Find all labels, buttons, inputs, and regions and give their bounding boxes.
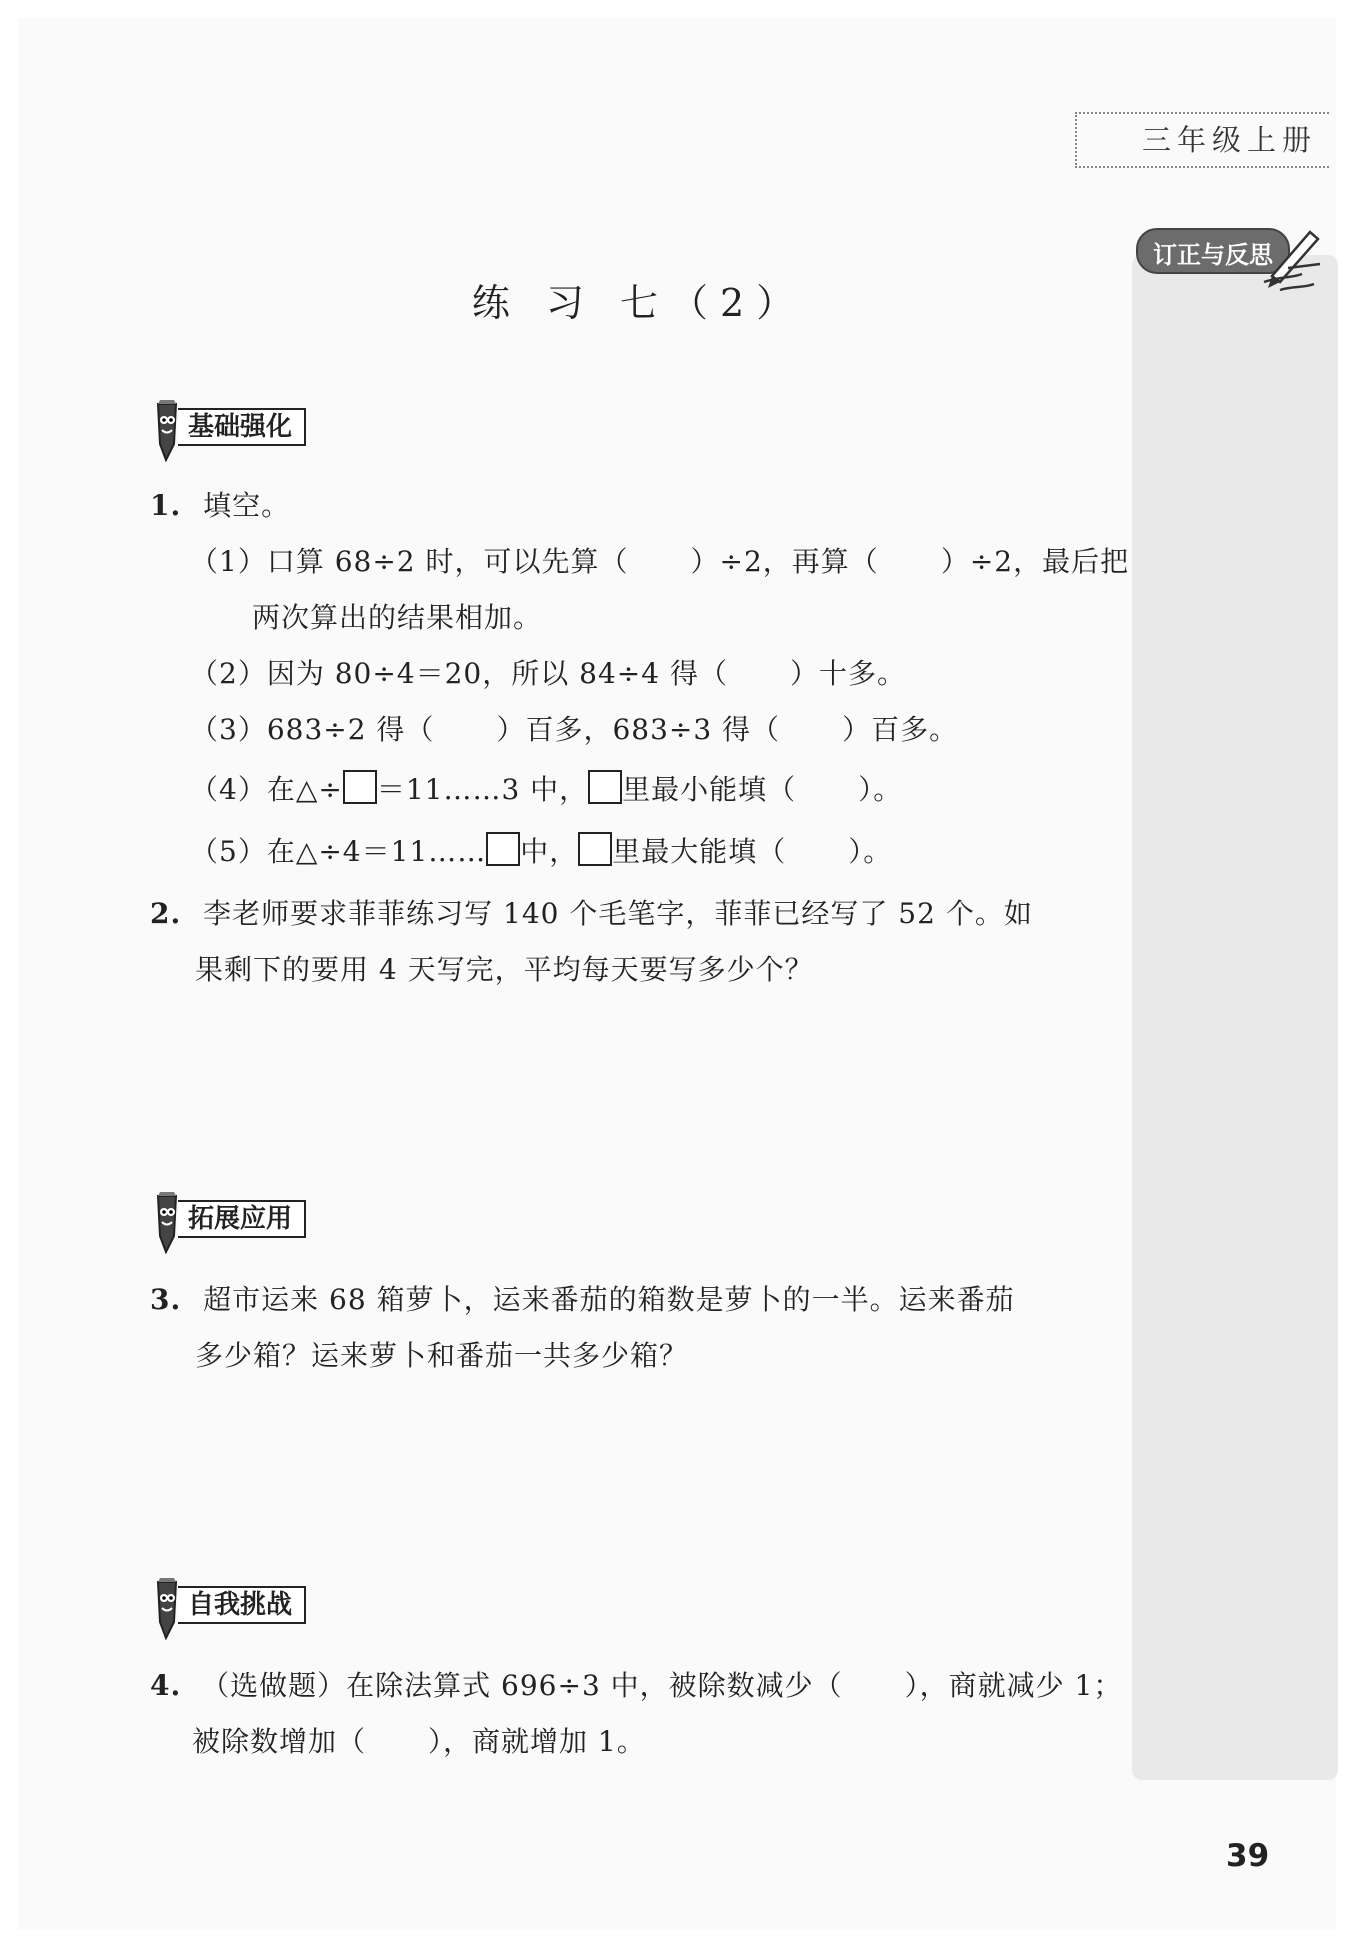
q1-p1c: ）÷2，最后把 [940,545,1130,578]
q4-text-d: ），商就增加 1。 [428,1725,646,1758]
q1-p1a: （1）口算 68÷2 时，可以先算（ [190,545,629,578]
section-basic-label: 基础强化 [178,408,306,446]
q2-line1 [150,892,1033,932]
correction-panel [1132,255,1338,1780]
q1-p3a: （3）683÷2 得（ [190,713,435,746]
q4-text-c: 被除数增加（ [192,1725,367,1758]
q1-p4d: ）。 [858,773,903,806]
q1-part5 [190,830,892,870]
q4-line2 [192,1720,646,1760]
q1-p1b: ）÷2，再算（ [690,545,879,578]
q4-text-a: （选做题）在除法算式 696÷3 中，被除数减少（ [201,1669,843,1702]
q1-p4c: 里最小能填（ [622,773,797,806]
q3-number: 3. [150,1283,182,1316]
q1-p5d: ）。 [848,835,893,868]
q1-p4b: ＝11……3 中， [376,773,589,806]
q1-text: 填空。 [203,489,291,522]
empty-square-box[interactable] [578,832,612,866]
q1-number: 1. [150,489,182,522]
q3-text: 超市运来 68 箱萝卜，运来番茄的箱数是萝卜的一半。运来番茄 [203,1283,1015,1316]
q1-part3 [190,708,958,748]
q3-line2: 多少箱？运来萝卜和番茄一共多少箱？ [195,1339,689,1372]
q1-p5a: （5）在△÷4＝11…… [190,835,487,868]
grade-label: 三年级上册 [1141,123,1317,157]
q1-part2 [190,652,906,692]
q1-p2b: ）十多。 [789,657,906,690]
q4-number: 4. [150,1669,182,1702]
q3-line1 [150,1278,1015,1318]
empty-square-box[interactable] [486,832,520,866]
q1-p2a: （2）因为 80÷4＝20，所以 84÷4 得（ [190,657,728,690]
page-title: 练 习 七（2） [471,281,807,325]
page-number: 39 [1226,1838,1270,1874]
q2-number: 2. [150,897,182,930]
q1-p4a: （4）在△÷ [190,773,343,806]
q2-line2: 果剩下的要用 4 天写完，平均每天要写多少个？ [195,953,814,986]
empty-square-box[interactable] [588,770,622,804]
q2-text: 李老师要求菲菲练习写 140 个毛笔字，菲菲已经写了 52 个。如 [203,897,1033,930]
section-extend-label: 拓展应用 [178,1200,306,1238]
q1-p3b: ）百多，683÷3 得（ [496,713,781,746]
q1-p3c: ）百多。 [842,713,959,746]
q1-part4 [190,768,902,808]
q1-part1-cont: 两次算出的结果相加。 [252,601,543,634]
grade-box [1075,112,1329,168]
correction-tab-label: 订正与反思 [1153,241,1273,269]
q1-heading [150,484,290,524]
q4-line1 [150,1664,1122,1704]
q1-p5b: 中， [520,835,579,868]
q1-p5c: 里最大能填（ [612,835,787,868]
section-challenge-label: 自我挑战 [178,1586,306,1624]
empty-square-box[interactable] [343,770,377,804]
q1-part1 [190,540,1129,580]
q4-text-b: ），商就减少 1； [904,1669,1123,1702]
